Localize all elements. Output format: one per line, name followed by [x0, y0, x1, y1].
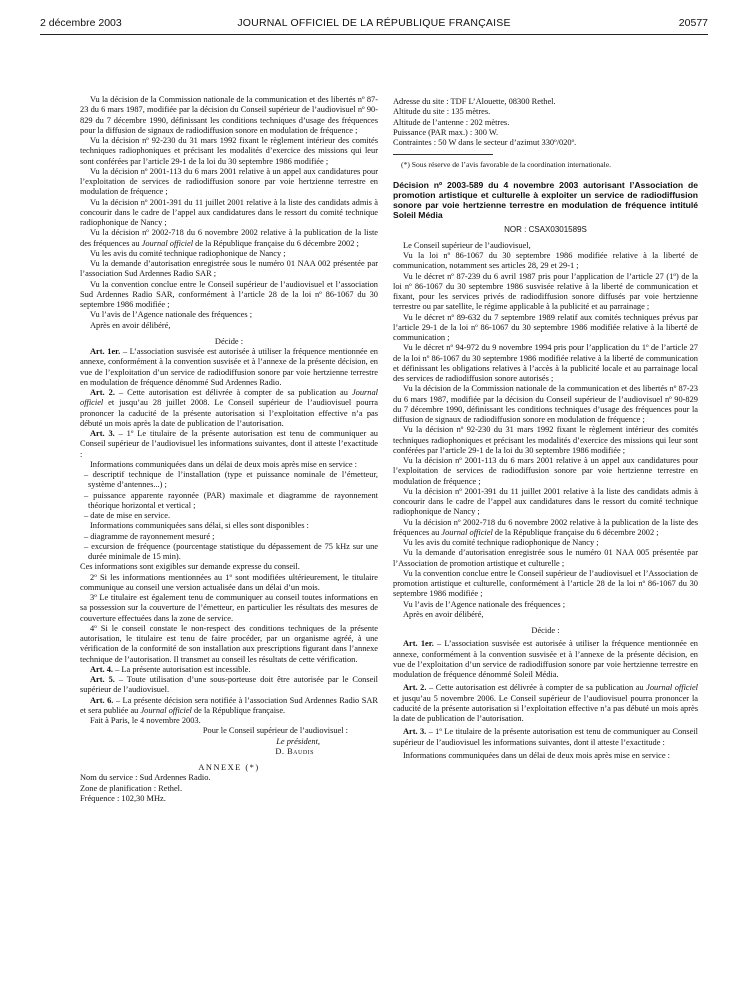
header-journal-title: JOURNAL OFFICIEL DE LA RÉPUBLIQUE FRANÇAISE: [237, 17, 511, 29]
list-item: – descriptif technique de l’installation (type et puissance nominale de l’émetteur, système d’antennes...) ;: [84, 470, 378, 490]
left-column: [80, 95, 378, 804]
signature-president: Le président,: [276, 736, 320, 746]
article-6: Art. 6. – La présente décision sera notifiée à l’association Sud Ardennes Radio SAR et sera publiée au Journal officiel de la République française.: [80, 695, 378, 715]
vu-paragraph: Vu la décision nº 2001-113 du 6 mars 2001 relative à un appel aux candidatures pour l’exploitation de services de radiodiffusion sonore par voie hertzienne terrestre en modulation de fréquence ;: [80, 166, 378, 197]
annexe-line: Nom du service : Sud Ardennes Radio.: [80, 773, 211, 783]
footnote-rule: [393, 154, 493, 155]
vu-paragraph: Vu la décision nº 92-230 du 31 mars 1992 fixant le règlement intérieur des comités techniques radiophoniques et précisant les modalités d’exercice des missions qui leur sont conférées par l’article 29-1 de la loi du 30 septembre 1986 modifiée ;: [393, 425, 698, 455]
annexe-line: Zone de planification : Rethel.: [80, 783, 183, 793]
vu-paragraph: Vu l’avis de l’Agence nationale des fréquences ;: [90, 310, 253, 320]
article-1: Art. 1er. – L’association susvisée est autorisée à utiliser la fréquence mentionnée en annexe, conformément à la convention susvisée et à l’annexe de la présente décision, en vue de l’exploitation d’un service de radiodiffusion sonore par voie hertzienne terrestre en modulation de fréquence dénommé Soleil Média.: [393, 639, 698, 680]
vu-paragraph-jo: Vu la décision nº 2002-718 du 6 novembre 2002 relative à la publication de la liste des fréquences au Journal officiel de la République française du 6 décembre 2002 ;: [80, 228, 378, 248]
article-1: Art. 1er. – L’association susvisée est autorisée à utiliser la fréquence mentionnée en annexe, conformément à la convention susvisée et à l’annexe de la présente décision, en vue de l’exploitation d’un service de radiodiffusion sonore par voie hertzienne terrestre en modulation de fréquence dénommé Sud Ardennes Radio.: [80, 347, 378, 387]
signature-name: D. Baudis: [275, 746, 314, 756]
vu-paragraph: Vu le décret nº 89-632 du 7 septembre 1989 relatif aux comités techniques prévus par l’article 29-1 de la loi nº 86-1067 du 30 septembre 1986 modifiée relative à la liberté de communication ;: [393, 312, 698, 343]
article-2: Art. 2. – Cette autorisation est délivrée à compter de sa publication au Journal officiel et jusqu’au 5 novembre 2006. Le Conseil supérieur de l’audiovisuel pourra prononcer la caducité de la présente autorisation si l’exploitation effective n’a pas débuté un mois après la date de publication de l’autorisation.: [393, 683, 698, 724]
decision-title: Décision nº 2003-589 du 4 novembre 2003 autorisant l’Association de promotion artistique et culturelle à exploiter un service de radiodiffusion sonore par voie hertzienne terrestre en modulation de fréquence intitulé Soleil Média: [393, 179, 698, 221]
header-page-number: 20577: [678, 17, 708, 29]
right-column: [393, 97, 698, 761]
site-line: Altitude de l’antenne : 202 mètres.: [393, 117, 510, 127]
vu-paragraph: Vu la décision de la Commission nationale de la communication et des libertés nº 87-23 du 6 mars 1987, modifiée par la décision du Conseil supérieur de l’audiovisuel nº 90-829 du 7 décembre 1990, définissant les conditions techniques d’usage des fréquences pour la diffusion de signaux de radiodiffusion sonore en modulation de fréquence ;: [393, 384, 698, 425]
vu-paragraph: Vu la décision de la Commission nationale de la communication et des libertés nº 87-23 du 6 mars 1987, modifiée par la décision du Conseil supérieur de l’audiovisuel nº 90-829 du 7 décembre 1990, définissant les conditions techniques d’usage des fréquences pour la diffusion de signaux de radiodiffusion sonore en modulation de fréquence ;: [80, 95, 378, 135]
vu-paragraph: Après en avoir délibéré,: [90, 320, 171, 330]
vu-paragraph: Vu les avis du comité technique radiophonique de Nancy ;: [90, 248, 286, 258]
article-3-paragraph: 3º Le titulaire est également tenu de communiquer au conseil toutes informations en sa possession sur la couverture de l’émetteur, en particulier les résultats des mesures de couverture effectuées dans la zone de service.: [80, 593, 378, 623]
article-3-paragraph: Ces informations sont exigibles sur demande expresse du conseil.: [80, 562, 300, 572]
signature-pour: Pour le Conseil supérieur de l’audiovisuel :: [202, 726, 348, 736]
annexe-heading: ANNEXE (*): [198, 763, 260, 772]
site-line: Altitude du site : 135 mètres.: [393, 107, 491, 117]
vu-paragraph: Vu les avis du comité technique radiophonique de Nancy ;: [403, 538, 599, 548]
site-line: Contraintes : 50 W dans le secteur d’azimut 330º/020º.: [393, 138, 577, 147]
annexe-line: Fréquence : 102,30 MHz.: [80, 793, 166, 803]
article-5: Art. 5. – Toute utilisation d’une sous-porteuse doit être autorisée par le Conseil supérieur de l’audiovisuel.: [80, 675, 378, 695]
decide-heading: Décide :: [531, 626, 560, 636]
list-item: – puissance apparente rayonnée (PAR) maximale et diagramme de rayonnement théorique horizontal et vertical ;: [84, 490, 378, 510]
vu-paragraph: Vu la demande d’autorisation enregistrée sous le numéro 01 NAA 002 présentée par l’association Sud Ardennes Radio SAR ;: [80, 259, 378, 279]
list-item: – date de mise en service.: [84, 511, 171, 520]
csa-intro: Le Conseil supérieur de l’audiovisuel,: [403, 240, 531, 250]
vu-paragraph-jo: Vu la décision nº 2002-718 du 6 novembre 2002 relative à la publication de la liste des fréquences au Journal officiel de la République française du 6 décembre 2002 ;: [393, 517, 698, 537]
vu-paragraph: Après en avoir délibéré,: [403, 609, 484, 619]
article-4: Art. 4. – La présente autorisation est incessible.: [90, 664, 251, 674]
list-item: – diagramme de rayonnement mesuré ;: [84, 531, 215, 541]
vu-paragraph: Vu la loi nº 86-1067 du 30 septembre 1986 modifiée relative à la liberté de communication, notamment ses articles 28, 29 et 29-1 ;: [393, 251, 698, 271]
page-header: [40, 17, 708, 31]
site-line: Puissance (PAR max.) : 300 W.: [393, 127, 499, 137]
vu-paragraph: Vu la demande d’autorisation enregistrée sous le numéro 01 NAA 005 présentée par l’Association de promotion artistique et culturelle ;: [393, 548, 698, 568]
header-rule: [40, 34, 708, 35]
article-3: Art. 3. – 1º Le titulaire de la présente autorisation est tenu de communiquer au Conseil supérieur de l’audiovisuel les informations suivantes, dont il atteste l’exactitude :: [80, 429, 378, 459]
article-3-paragraph: 2º Si les informations mentionnées au 1º sont modifiées ultérieurement, le titulaire communique au conseil une version actualisée dans un délai d’un mois.: [80, 572, 378, 592]
site-line: Adresse du site : TDF L’Alouette, 08300 Rethel.: [393, 97, 556, 106]
info-sans-delai: Informations communiquées sans délai, si elles sont disponibles :: [90, 521, 309, 531]
info-delai: Informations communiquées dans un délai de deux mois après mise en service :: [90, 459, 357, 469]
nor-reference: NOR : CSAX0301589S: [504, 224, 587, 234]
vu-paragraph: Vu l’avis de l’Agence nationale des fréquences ;: [403, 599, 566, 609]
vu-paragraph: Vu la convention conclue entre le Conseil supérieur de l’audiovisuel et l’association Sud Ardennes Radio SAR, conformément à l’article 28 de la loi nº 86-1067 du 30 septembre 1986 modifiée ;: [80, 279, 378, 309]
vu-paragraph: Vu la décision nº 2001-391 du 11 juillet 2001 relative à la liste des candidats admis à concourir dans le cadre de l’appel aux candidatures dans le ressort du comité technique radiophonique de Nancy ;: [393, 486, 698, 517]
article-3-paragraph: 4º Si le conseil constate le non-respect des conditions techniques de la présente autorisation, le titulaire est tenu de faire procéder, par un organisme agréé, à une vérification de la conformité de son installation aux prescriptions figurant dans l’annexe technique de l’autorisation. Il transmet au conseil les résultats de cette vérification.: [80, 623, 378, 664]
article-3: Art. 3. – 1º Le titulaire de la présente autorisation est tenu de communiquer au Conseil supérieur de l’audiovisuel les informations suivantes, dont il atteste l’exactitude :: [393, 727, 698, 747]
vu-paragraph: Vu la convention conclue entre le Conseil supérieur de l’audiovisuel et l’Association de promotion artistique et culturelle, conformément à l’article 28 de la loi nº 86-1067 du 30 septembre 1986 modifiée ;: [393, 568, 698, 599]
vu-paragraph: Vu la décision nº 2001-391 du 11 juillet 2001 relative à la liste des candidats admis à concourir dans le cadre de l’appel aux candidatures dans le ressort du comité technique radiophonique de Nancy ;: [80, 197, 378, 227]
left-vu-list: [80, 95, 378, 331]
info-delai: Informations communiquées dans un délai de deux mois après mise en service :: [403, 750, 670, 760]
footnote: (*) Sous réserve de l’avis favorable de la coordination internationale.: [401, 160, 612, 170]
list-item: – excursion de fréquence (pourcentage statistique du dépassement de 75 kHz sur une durée minimale de 15 min).: [84, 541, 378, 561]
vu-paragraph: Vu le décret nº 94-972 du 9 novembre 1994 pris pour l’application du 1º de l’article 27 de la loi nº 86-1067 du 30 septembre 1986 modifiée relative à la liberté de communication et définissant les obligations relatives à l’accès à la publicité locale et au parrainage local des services de radiodiffusion sonore autorisés ;: [393, 343, 698, 384]
decide-heading: Décide :: [214, 336, 244, 346]
fait-a-paris: Fait à Paris, le 4 novembre 2003.: [90, 716, 201, 725]
vu-paragraph: Vu le décret nº 87-239 du 6 avril 1987 pris pour l’application de l’article 27 (1º) de la loi nº 86-1067 du 30 septembre 1986 susvisée relative à la liberté de communication et fixant, pour les services privés de radiodiffusion sonore diffusés par voie hertzienne terrestre ou par satellite, le régime applicable à la publicité et au parrainage ;: [393, 271, 698, 312]
header-date: 2 décembre 2003: [40, 17, 122, 29]
vu-paragraph: Vu la décision nº 2001-113 du 6 mars 2001 relative à un appel aux candidatures pour l’exploitation de services de radiodiffusion sonore par voie hertzienne terrestre en modulation de fréquence ;: [393, 456, 698, 486]
article-2: Art. 2. – Cette autorisation est délivrée à compter de sa publication au Journal officiel et jusqu’au 28 juillet 2008. Le Conseil supérieur de l’audiovisuel pourra prononcer la caducité de la présente autorisation si l’exploitation effective n’a pas débuté un mois après la date de publication de l’autorisation.: [80, 388, 379, 428]
vu-paragraph: Vu la décision nº 92-230 du 31 mars 1992 fixant le règlement intérieur des comités techniques radiophoniques et précisant les modalités d’exercice des missions qui leur sont conférées par l’article 29-1 de la loi du 30 septembre 1986 modifiée ;: [80, 136, 378, 166]
